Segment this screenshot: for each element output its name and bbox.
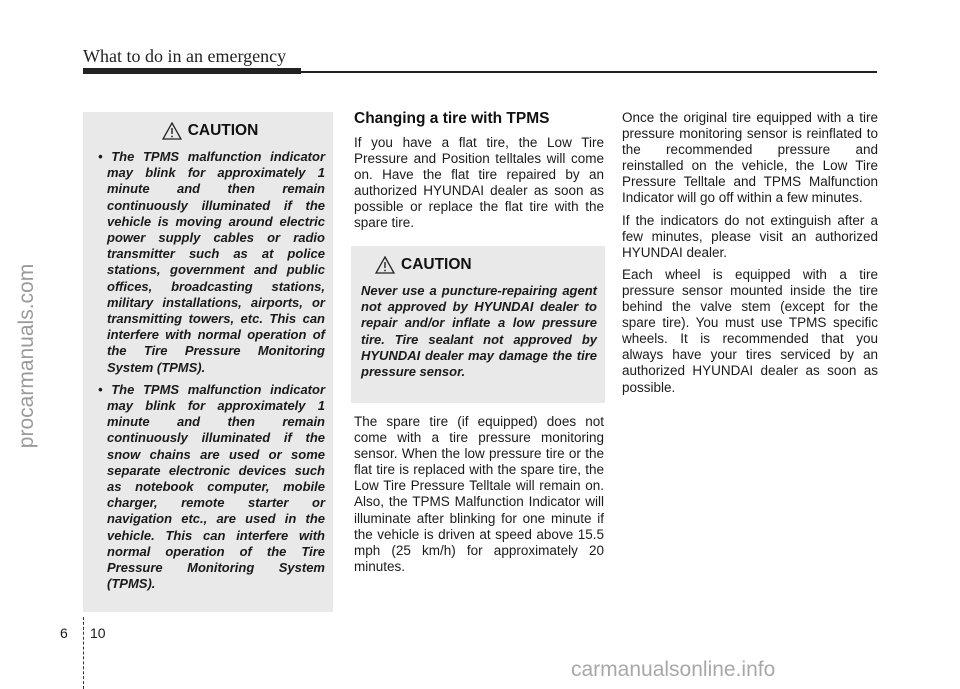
right-paragraph: Each wheel is equipped with a tire pressure sensor mounted inside the tire behind the valve stem (except for the spare tire). You must use TPMS specific wheels. It is recommended that you always have your tires serviced by an authorized HYUNDAI dealer as soon as possible. bbox=[622, 266, 878, 395]
side-watermark bbox=[7, 236, 47, 476]
footer-section-number: 6 bbox=[60, 625, 68, 641]
caution-title: CAUTION bbox=[401, 256, 472, 273]
section-heading: Changing a tire with TPMS bbox=[354, 110, 550, 127]
warning-triangle-icon bbox=[162, 122, 182, 140]
side-watermark-text: procarmanuals.com bbox=[15, 263, 38, 449]
header-rule-thin bbox=[301, 71, 877, 73]
intro-paragraph: If you have a flat tire, the Low Tire Pressure and Position telltales will come on. Have the flat tire repaired by an authorized HYUNDAI dealer as soon as possible or replace the flat tire with the spare tire. bbox=[354, 135, 604, 231]
caution-text: Never use a puncture-repairing agent not approved by HYUNDAI dealer to repair and/or inflate a low pressure tire. Tire sealant not approved by HYUNDAI dealer may damage the tire pressure sensor. bbox=[361, 283, 597, 380]
spare-column bbox=[354, 414, 604, 575]
warning-triangle-icon bbox=[375, 256, 395, 274]
footer-divider bbox=[83, 617, 84, 689]
right-paragraph: Once the original tire equipped with a tire pressure monitoring sensor is reinflated to the recommended pressure and reinstalled on the vehicle, the Low Tire Pressure Telltale and TPMS Malfunction Indicator will go off within a few minutes. bbox=[622, 110, 878, 206]
caution-title: CAUTION bbox=[187, 122, 259, 139]
spare-paragraph: The spare tire (if equipped) does not come with a tire pressure monitoring sensor. When the low pressure tire or the flat tire is replaced with the spare tire, the Low Tire Pressure Telltale will remain on. Also, the TPMS Malfunction Indicator will illuminate after blinking for one minute if the vehicle is driven at speed above 15.5 mph (25 km/h) for approximately 20 minutes. bbox=[354, 414, 604, 574]
caution-box-mid bbox=[351, 246, 605, 403]
caution-header bbox=[361, 252, 597, 278]
intro-column bbox=[354, 135, 604, 232]
caution-box-left bbox=[83, 112, 333, 612]
header-rule-thick bbox=[83, 68, 301, 74]
caution-list bbox=[95, 149, 325, 592]
header-title: What to do in an emergency bbox=[83, 46, 287, 66]
caution-item: • The TPMS malfunction indicator may blink for approximately 1 minute and then remain continuously illuminated if the snow chains are used or some separate electronic devices such as notebook computer, mobile charger, remote starter or navigation etc., are used in the vehicle. This can interfere with normal operation of the Tire Pressure Monitoring System (TPMS). bbox=[98, 381, 325, 592]
right-paragraph: If the indicators do not extinguish after a few minutes, please visit an authorized HYUNDAI dealer. bbox=[622, 212, 878, 260]
caution-item: • The TPMS malfunction indicator may blink for approximately 1 minute and then remain continuously illuminated if the vehicle is moving around electric power supply cables or radio transmitter such as at police stations, government and public offices, broadcasting stations, military installations, airports, or transmitting towers, etc. This can interfere with normal operation of the Tire Pressure Monitoring System (TPMS). bbox=[98, 149, 325, 375]
right-column bbox=[622, 110, 878, 396]
footer-page-number: 10 bbox=[90, 625, 106, 641]
caution-header bbox=[95, 118, 325, 144]
bottom-watermark: carmanualsonline.info bbox=[571, 658, 776, 681]
